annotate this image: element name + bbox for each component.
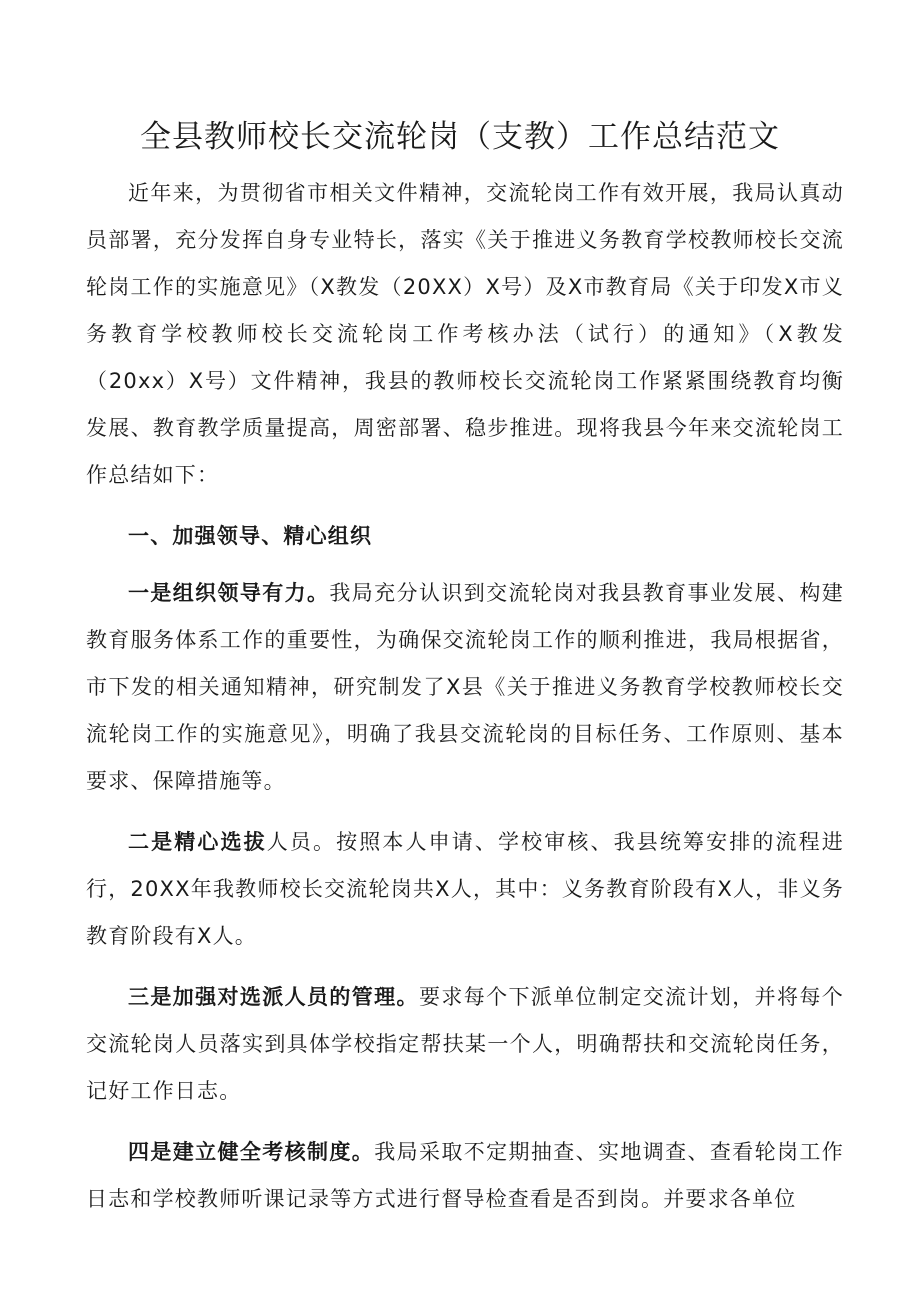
paragraph-item-4 — [86, 1129, 844, 1223]
document-title: 全县教师校长交流轮岗（支教）工作总结范文 — [140, 119, 780, 155]
paragraph-text: 要求每个下派单位制定交流计划，并将每个交流轮岗人员落实到具体学校指定帮扶某一个人，明确帮扶和交流轮岗任务，记好工作日志。 — [86, 985, 844, 1103]
paragraph-item-3 — [86, 974, 844, 1115]
paragraph-text: 我局采取不定期抽查、实地调查、查看轮岗工作日志和学校教师听课记录等方式进行督导检查看是否到岗。并要求各单位 — [86, 1140, 844, 1211]
paragraph-item-1 — [86, 570, 844, 805]
section-heading: 一、加强领导、精心组织 — [128, 524, 373, 548]
paragraph-text: 我局充分认识到交流轮岗对我县教育事业发展、构建教育服务体系工作的重要性，为确保交流轮岗工作的顺利推进，我局根据省，市下发的相关通知精神，研究制发了X县《关于推进义务教育学校教师校长交流轮岗工作的实施意见》，明确了我县交流轮岗的目标任务、工作原则、基本要求、保障措施等。 — [86, 581, 844, 793]
document-body — [86, 170, 844, 1237]
paragraph-text: 人员。按照本人申请、学校审核、我县统筹安排的流程进行，20XX年我教师校长交流轮岗共X人，其中：义务教育阶段有X人，非义务教育阶段有X人。 — [86, 830, 845, 948]
intro-paragraph: 近年来，为贯彻省市相关文件精神，交流轮岗工作有效开展，我局认真动员部署，充分发挥自身专业特长，落实《关于推进义务教育学校教师校长交流轮岗工作的实施意见》（X教发（20XX）X号）及X市教育局《关于印发X市义务教育学校教师校长交流轮岗工作考核办法（试行）的通知》（X教发（20xx）X号）文件精神，我县的教师校长交流轮岗工作紧紧围绕教育均衡发展、教育教学质量提高，周密部署、稳步推进。现将我县今年来交流轮岗工作总结如下： — [86, 181, 844, 487]
paragraph-lead: 三是加强对选派人员的管理。 — [128, 985, 419, 1009]
paragraph-item-2 — [86, 819, 844, 960]
paragraph-lead: 四是建立健全考核制度。 — [128, 1140, 375, 1164]
paragraph-lead: 一是组织领导有力。 — [128, 581, 330, 605]
paragraph-lead: 二是精心选拔 — [128, 830, 267, 854]
